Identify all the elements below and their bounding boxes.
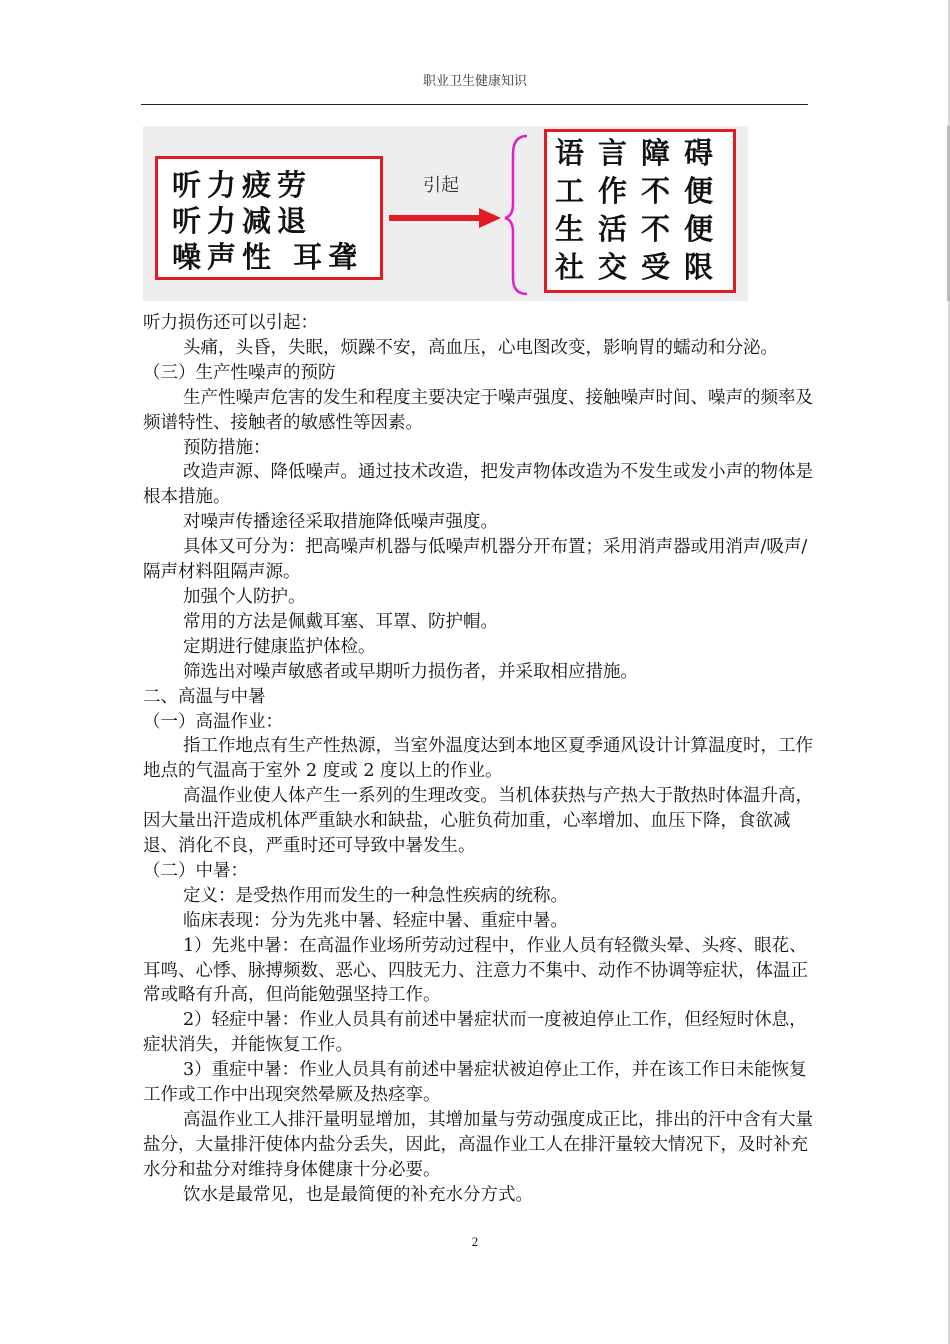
paragraph: （三）生产性噪声的预防 [143,362,336,383]
page-number: 2 [471,1234,479,1249]
paragraph: 预防措施： [183,437,271,458]
paragraph: 加强个人防护。 [183,586,306,607]
arrow-label: 引起 [423,175,459,196]
arrow-head [479,208,501,228]
paragraph: 头痛，头昏，失眠，烦躁不安，高血压，心电图改变，影响胃的蠕动和分泌。 [183,337,778,358]
paragraph: 临床表现：分为先兆中暑、轻症中暑、重症中暑。 [183,910,568,931]
paragraph: 1）先兆中暑：在高温作业场所劳动过程中，作业人员有轻微头晕、头疼、眼花、耳鸣、心悸、脉搏频数、恶心、四肢无力、注意力不集中、动作不协调等症状，体温正常或略有升高，但尚能勉强坚持工作。 [143,935,808,1006]
right-line: 工作不便 [555,174,728,208]
brace-shape [505,136,527,294]
paragraph: 高温作业工人排汗量明显增加，其增加量与劳动强度成正比，排出的汗中含有大量盐分，大量排汗使体内盐分丢失，因此，高温作业工人在排汗量较大情况下，及时补充水分和盐分对维持身体健康十分必要。 [143,1110,813,1180]
paragraph: 饮水是最常见，也是最简便的补充水分方式。 [183,1184,533,1205]
paragraph: 定义：是受热作用而发生的一种急性疾病的统称。 [183,885,568,906]
paragraph: 常用的方法是佩戴耳塞、耳罩、防护帽。 [183,611,498,632]
paragraph: 生产性噪声危害的发生和程度主要决定于噪声强度、接触噪声时间、噪声的频率及频谱特性、接触者的敏感性等因素。 [143,387,813,433]
consequences-box [544,129,736,293]
paragraph: 听力损伤还可以引起： [143,313,318,333]
left-line: 听力疲劳 [172,168,313,202]
header-rule [141,104,808,105]
left-line: 噪声性 耳聋 [172,240,364,274]
right-line: 生活不便 [555,212,728,246]
paragraph: 具体又可分为：把高噪声机器与低噪声机器分开布置；采用消声器或用消声/吸声/隔声材料阻隔声源。 [143,537,808,583]
paragraph: 定期进行健康监护体检。 [183,636,376,657]
paragraph: （一）高温作业： [143,711,283,732]
paragraph: 高温作业使人体产生一系列的生理改变。当机体获热与产热大于散热时体温升高，因大量出汗造成机体严重缺水和缺盐，心脏负荷加重，心率增加、血压下降，食欲减退、消化不良，严重时还可导致中暑发生。 [143,786,813,857]
paragraph: 对噪声传播途径采取措施降低噪声强度。 [183,512,498,533]
paragraph: 改造声源、降低噪声。通过技术改造，把发声物体改造为不发生或发小声的物体是根本措施。 [143,462,813,508]
paragraph: 筛选出对噪声敏感者或早期听力损伤者，并采取相应措施。 [183,661,638,682]
right-line: 社交受限 [555,250,728,284]
paragraph: 2）轻症中暑：作业人员具有前述中暑症状而一度被迫停止工作，但经短时休息，症状消失，并能恢复工作。 [143,1010,807,1056]
document-body [143,311,813,1208]
right-line: 语言障碍 [555,136,728,170]
paragraph: 3）重症中暑：作业人员具有前述中暑症状被迫停止工作，并在该工作日未能恢复工作或工作中出现突然晕厥及热痉挛。 [143,1060,807,1106]
left-line: 听力减退 [172,204,313,238]
paragraph: 二、高温与中暑 [143,686,266,707]
page-header: 职业卫生健康知识 [422,74,527,89]
paragraph: （二）中暑： [143,860,248,881]
noise-effects-figure [143,126,748,301]
paragraph: 指工作地点有生产性热源，当室外温度达到本地区夏季通风设计计算温度时，工作地点的气温高于室外 2 度或 2 度以上的作业。 [143,736,813,782]
